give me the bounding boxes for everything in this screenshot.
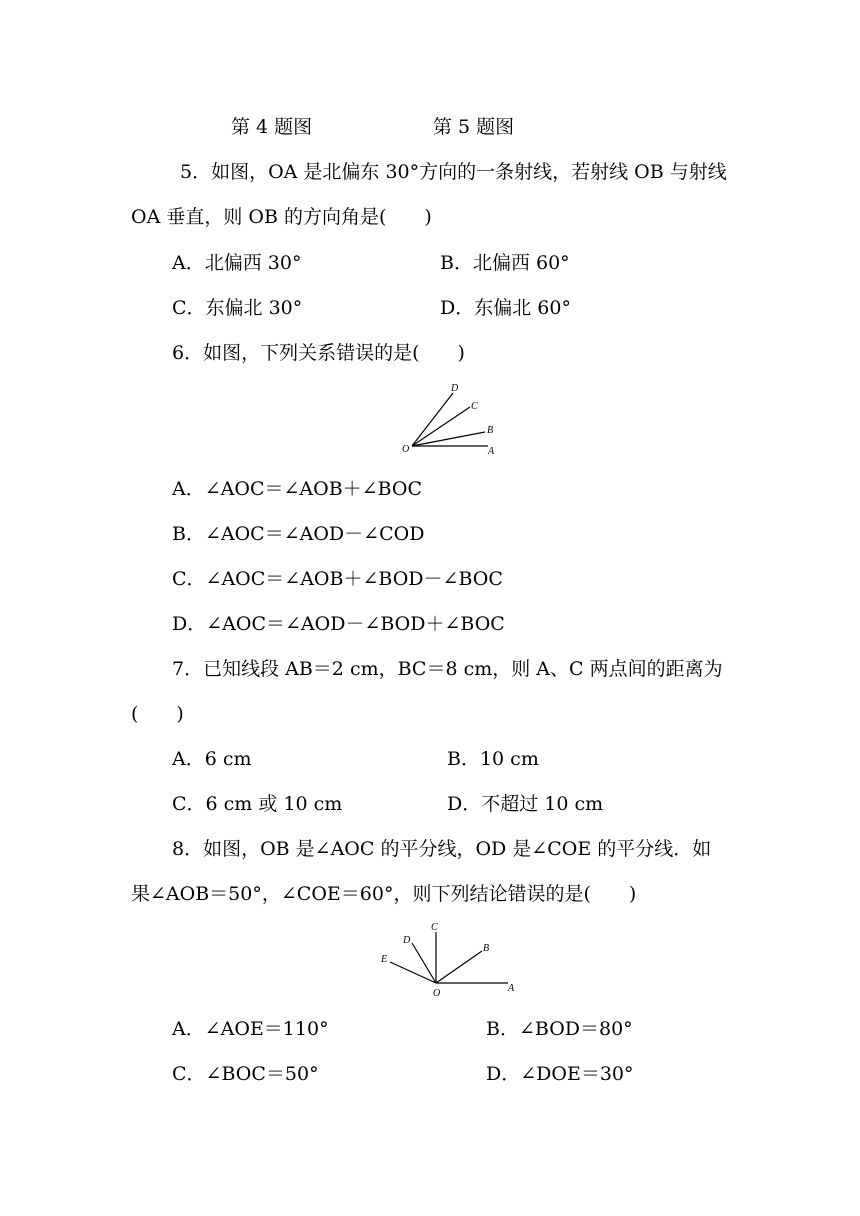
figure-5-caption: 第 5 题图 xyxy=(433,116,515,138)
label-d: D xyxy=(451,383,459,394)
q7-option-c: C．6 cm 或 10 cm xyxy=(172,793,343,815)
label-b: B xyxy=(483,943,490,954)
label-a: A xyxy=(508,983,515,994)
q6-stem: 6．如图，下列关系错误的是( ) xyxy=(172,342,465,364)
q5-stem-line1: 5．如图，OA 是北偏东 30°方向的一条射线，若射线 OB 与射线 xyxy=(180,161,727,183)
q6-option-b: B．∠AOC＝∠AOD－∠COD xyxy=(172,523,425,545)
label-o: O xyxy=(433,988,441,999)
q6-option-d: D．∠AOC＝∠AOD－∠BOD＋∠BOC xyxy=(172,613,505,635)
q8-stem-line1: 8．如图，OB 是∠AOC 的平分线，OD 是∠COE 的平分线．如 xyxy=(172,838,712,860)
label-a: A xyxy=(488,446,495,457)
q7-stem-line1: 7．已知线段 AB＝2 cm，BC＝8 cm，则 A、C 两点间的距离为 xyxy=(172,658,723,680)
q7-option-d: D．不超过 10 cm xyxy=(447,793,604,815)
q5-option-a: A．北偏西 30° xyxy=(172,252,302,274)
q7-stem-line2: ( ) xyxy=(131,703,184,725)
q6-option-a: A．∠AOC＝∠AOB＋∠BOC xyxy=(172,478,423,500)
label-b: B xyxy=(487,425,494,436)
label-o: O xyxy=(402,444,410,455)
q8-option-d: D．∠DOE＝30° xyxy=(486,1063,634,1085)
q5-option-c: C．东偏北 30° xyxy=(172,297,303,319)
q8-option-b: B．∠BOD＝80° xyxy=(486,1018,633,1040)
figure-4-caption: 第 4 题图 xyxy=(231,116,313,138)
q7-option-b: B．10 cm xyxy=(447,748,539,770)
label-e: E xyxy=(381,954,388,965)
q5-option-b: B．北偏西 60° xyxy=(440,252,570,274)
q6-option-c: C．∠AOC＝∠AOB＋∠BOD－∠BOC xyxy=(172,568,503,590)
q8-stem-line2: 果∠AOB＝50°，∠COE＝60°，则下列结论错误的是( ) xyxy=(131,883,637,905)
label-c: C xyxy=(431,922,438,933)
q5-stem-line2: OA 垂直，则 OB 的方向角是( ) xyxy=(131,206,432,228)
label-d: D xyxy=(403,935,411,946)
q8-option-a: A．∠AOE＝110° xyxy=(172,1018,329,1040)
q7-option-a: A．6 cm xyxy=(172,748,252,770)
ray-ob xyxy=(436,951,482,983)
q5-option-d: D．东偏北 60° xyxy=(440,297,571,319)
q8-option-c: C．∠BOC＝50° xyxy=(172,1063,319,1085)
label-c: C xyxy=(471,401,478,412)
